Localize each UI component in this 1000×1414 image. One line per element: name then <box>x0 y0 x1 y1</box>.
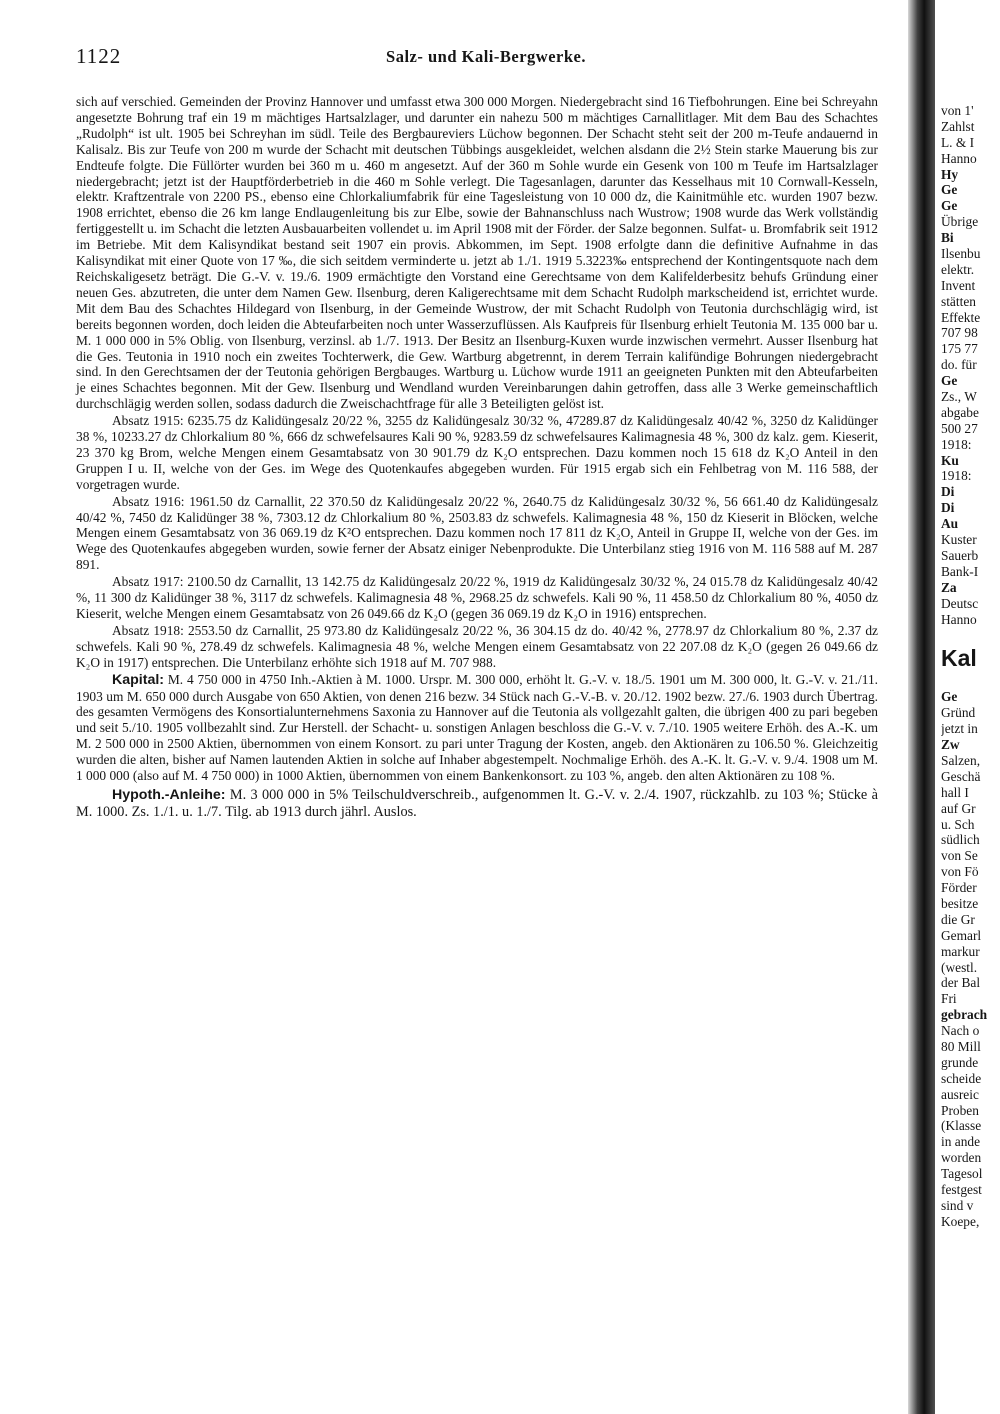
adjacent-page-line: Förder <box>941 880 977 896</box>
adjacent-page-fragment <box>941 103 1000 1230</box>
adjacent-page-line: Nach o <box>941 1023 980 1039</box>
adjacent-page-line: 80 Mill <box>941 1038 981 1054</box>
adjacent-page-line: Ku <box>941 452 959 468</box>
adjacent-page-line: Di <box>941 500 955 516</box>
paragraph-absatz-1918: Absatz 1918: 2553.50 dz Carnallit, 25 973.80 dz Kalidüngesalz 20/22 %, 36 304.15 dz do. 40/42 %, 2778.97 dz Chlorkalium 80 %, 2.37 dz schwefels. Kali 90 %, 278.49 dz schwefels. Kalimagnesia 48 %, welche Mengen einem Gesamtabsatz von 22 207.08 dz K₂O (gegen 26 049.66 dz K₂O in 1917) entsprechen. Die Unterbilanz erhöhte sich 1918 auf M. 707 988. <box>76 622 878 670</box>
adjacent-page-line: Deutsc <box>941 595 979 611</box>
adjacent-page-line: Tagesol <box>941 1166 983 1182</box>
adjacent-page-line: der Bal <box>941 975 981 991</box>
adjacent-page-line: auf Gr <box>941 800 976 816</box>
adjacent-page-line: Zahlst <box>941 118 975 134</box>
adjacent-page-line: Übrige <box>941 214 979 230</box>
adjacent-page-line: Geschä <box>941 768 981 784</box>
adjacent-page-line: Bank-I <box>941 563 979 579</box>
adjacent-page-line: 1918: <box>941 468 972 484</box>
adjacent-page-line: 175 77 <box>941 341 978 357</box>
adjacent-page-line: ausreic <box>941 1086 979 1102</box>
adjacent-page-line: Proben <box>941 1102 979 1118</box>
adjacent-page-line: von 1' <box>941 103 974 118</box>
adjacent-page-line: von Se <box>941 848 978 864</box>
adjacent-page-line: Kuster <box>941 532 977 548</box>
adjacent-page-line: gebrach <box>941 1007 988 1023</box>
adjacent-page-line: besitze <box>941 895 979 911</box>
adjacent-page-bottom-lines <box>941 689 1000 1229</box>
adjacent-page-line: scheide <box>941 1070 982 1086</box>
paragraph-absatz-1916: Absatz 1916: 1961.50 dz Carnallit, 22 370.50 dz Kalidüngesalz 20/22 %, 2640.75 dz Kalidüngesalz 30/32 %, 56 661.40 dz Kalidüngesalz 40/42 %, 7450 dz Kalidünger 38 %, 7303.12 dz Chlorkalium 80 %, 2503.83 dz schwefels. Kalimagnesia 48 %, 150 dz Kieserit in Blöcken, welche Mengen einem Gesamtabsatz von 36 069.19 dz K²O entsprechen. Dazu kommen noch 17 811 dz K₂O, Anteil in Gruppe II, welche von der Ges. im Wege des Quotenkaufes abgegeben wurden, sowie ferner der Absatz einiger Nebenprodukte. Die Unterbilanz stieg 1916 von M. 116 588 auf M. 287 891. <box>76 493 878 573</box>
adjacent-page-line: grunde <box>941 1054 979 1070</box>
adjacent-page-line: Bi <box>941 230 954 246</box>
adjacent-page-line: Au <box>941 516 959 532</box>
adjacent-page-line: Ge <box>941 373 958 389</box>
adjacent-page-line: Effekte <box>941 309 981 325</box>
adjacent-page-line: markur <box>941 943 980 959</box>
adjacent-page-line: Di <box>941 484 955 500</box>
adjacent-page-top-lines <box>941 103 1000 627</box>
paragraph-kapital <box>76 672 878 784</box>
adjacent-page-line: Fri <box>941 991 957 1007</box>
adjacent-page-line: 500 27 <box>941 420 978 436</box>
adjacent-page-line: u. Sch <box>941 816 975 832</box>
adjacent-page-line: Sauerb <box>941 547 979 563</box>
adjacent-page-line: Gemarl <box>941 927 982 943</box>
adjacent-page-line: Zw <box>941 737 960 753</box>
adjacent-page-line: elektr. <box>941 261 975 277</box>
adjacent-page-line: Hanno <box>941 611 977 627</box>
adjacent-page-line: in ande <box>941 1134 981 1150</box>
adjacent-page-line: 1918: <box>941 436 972 452</box>
adjacent-page-line: von Fö <box>941 864 979 880</box>
adjacent-page-line: die Gr <box>941 911 975 927</box>
adjacent-page-line: hall I <box>941 784 969 800</box>
adjacent-page-line: Gründ <box>941 705 976 721</box>
main-text-column <box>76 94 878 821</box>
adjacent-page-line: Zs., W <box>941 389 977 405</box>
adjacent-page-line: Salzen, <box>941 752 981 768</box>
page-header <box>76 44 896 74</box>
kapital-text: M. 4 750 000 in 4750 Inh.-Aktien à M. 1000. Urspr. M. 300 000, erhöht lt. G.-V. v. 18./5. 1901 um M. 300 000, lt. G.-V. v. 21./11. 1903 um M. 650 000 durch Ausgabe von 650 Aktien, von denen 216 bezw. 34 Stück nach G.-V.-B. v. 20./12. 1902 bezw. 27./6. 1903 durch Übertrag. des gesamten Vermögens des Konsortialunternehmens Saxonia zu Hannover auf die Teutonia als vollgezahlt galten, die übrigen 400 zu pari begeben und seit 5./10. 1905 vollbezahlt sind. Zur Herstell. der Schacht- u. sonstigen Anlagen beschloss die G.-V. v. 7./10. 1905 weitere Erhöh. des A.-K. um M. 2 500 000 in 2500 Aktien, übernommen von einem Konsort. zu pari unter Tragung der Kosten, angeb. den Aktionären zu 106.50 %. Gleichzeitig wurden die alten, bisher auf Namen lautenden Aktien in solche auf Inhaber abgestempelt. Nochmalige Erhöh. des A.-K. lt. G.-V. v. 9./4. 1908 um M. 1 000 000 (also auf M. 4 750 000) in 1000 Aktien, übernommen von einem Bankenkonsort. zu 103 %, angeb. den alten Aktionären zu 108 %. <box>76 671 878 784</box>
page-number: 1122 <box>76 44 122 68</box>
adjacent-page-line: 707 98 <box>941 325 978 341</box>
adjacent-page-line: (Klasse <box>941 1118 982 1134</box>
adjacent-page-line: Ge <box>941 198 958 214</box>
adjacent-page-line: L. & I <box>941 134 975 150</box>
adjacent-page-line: do. für <box>941 357 977 373</box>
anleihe-label: Hypoth.-Anleihe: <box>112 786 226 803</box>
adjacent-page-line: abgabe <box>941 404 979 420</box>
adjacent-page-line: festgest <box>941 1182 982 1197</box>
paragraph-absatz-1917: Absatz 1917: 2100.50 dz Carnallit, 13 142.75 dz Kalidüngesalz 20/22 %, 1919 dz Kalidüngesalz 30/32 %, 24 015.78 dz Kalidüngesalz 40/42 %, 11 300 dz Kalidünger 38 %, 3117 dz schwefels. Kalimagnesia 48 %, 2968.25 dz schwefels. Kali 90 %, 11 458.50 dz Chlorkalium 80 %, 4050 dz Kieserit, welche Mengen einem Gesamtabsatz von 26 049.66 dz K₂O (gegen 36 069.19 dz K₂O in 1916) entsprechen. <box>76 574 878 621</box>
kapital-label: Kapital: <box>112 671 165 688</box>
adjacent-page-line: sind v <box>941 1197 974 1213</box>
adjacent-page-line: Za <box>941 579 957 595</box>
paragraph-company-description: sich auf verschied. Gemeinden der Provinz Hannover und umfasst etwa 300 000 Morgen. Niedergebracht sind 16 Tiefbohrungen. Eine bei Schreyahn angesetzte Bohrung traf ein 19 m mächtiges Hartsalzlager, und darunter ein nahezu 500 m mächtiges Carnallitlager. Mit dem Bau des Schachtes „Rudolph“ ist ult. 1905 bei Schreyhan im südl. Teile des Bergbaureviers Lüchow begonnen. Der Schacht steht seit der 200 m-Teufe andauernd in Kalisalz. Bis zur Teufe von 200 m wurde der Schacht mit deutschen Tübbings ausgekleidet, welchen alsdann die 2½ Stein starke Mauerung bis zur Endteufe folgte. Die Füllörter wurden bei 360 m u. 460 m angesetzt. Auf der 360 m Sohle wurde ein Gesenk von 100 m Teufe im Hartsalzlager niedergebracht; jetzt ist der Hauptförderbetrieb in die 460 m Sohle verlegt. Die Tagesanlagen, darunter das Kesselhaus mit 10 Cornwall-Kesseln, elektr. Kraftzentrale von 2200 PS., ebenso eine Chlorkaliumfabrik für eine Tagesleistung von 10 000 dz, die Kainitmühle etc. wurden 1907 bezw. 1908 errichtet, ebenso die 26 km lange Endlaugenleitung bis zur Elbe, sowie der Bahnanschluss nach Wustrow; 1908 wurde das Werk vollständig fertiggestellt u. im Schacht die letzten Ausbauarbeiten vollendet u. im April 1908 mit der Förder. der Salze begonnen. Sulfat- u. Bromfabrik seit 1912 im Betriebe. Mit dem Kalisyndikat bestand seit 1907 ein provis. Abkommen, im Sept. 1908 erfolgte dann die definitive Aufnahme in das Kalisyndikat mit einer Quote von 17 ‰, die sich seitdem verminderte u. jetzt ab 1./1. 1919 5.3223‰ entsprechend der Kontingentsquote nach dem Reichskaligesetz beträgt. Die G.-V. v. 19./6. 1909 ermächtigte den Vorstand eine Gerechtsame von dem Kalifelderbesitz behufs Gründung einer neuen Ges. abzutreten, die unter dem Namen Gew. Ilsenburg, deren Kaligerechtsame mit dem Schacht Rudolph markscheidend ist, errichtet wurde. Mit dem Bau des Schachtes Hildegard von Ilsenburg, in der Gemeinde Wustrow, der mit Schacht Rudolph von Teutonia durchschlägig wird, ist bereits begonnen worden, doch leiden die Abteufarbeiten noch unter Wasserzuflüssen. Als Kaufpreis für Ilsenburg erhielt Teutonia M. 135 000 bar u. M. 1 000 000 in 5% Oblig. von Ilsenburg, verzinsl. ab 1./7. 1913. Der Besitz an Ilsenburg-Kuxen wurde inzwischen vermehrt. Ausser Ilsenburg hat die Ges. Teutonia in 1910 noch ein zweites Tochterwerk, die Gew. Wartburg abgetrennt, in derem Terrain kalifündige Bohrungen niedergebracht sind. In den Gerechtsamen der der Teutonia gehörigen Bergbauges. Wartburg u. Lüchow wurde 1911 an geeigneten Punkten mit den Abteufarbeiten je eines Schachtes begonnen. Mit der Gew. Ilsenburg und Wendland wurden Vereinbarungen dahin getroffen, dass alle 3 Werke gemeinschaftlich durchschlägig werden sollen, sodass dadurch die Zweischachtfrage für alle 3 Beteiligten gelöst ist. <box>76 94 878 412</box>
adjacent-page-line: Ilsenbu <box>941 246 981 262</box>
adjacent-page-line: worden <box>941 1150 982 1166</box>
adjacent-page-line: Koepe, <box>941 1213 980 1229</box>
paragraph-absatz-1915: Absatz 1915: 6235.75 dz Kalidüngesalz 20/22 %, 3255 dz Kalidüngesalz 30/32 %, 47289.87 dz Kalidüngesalz 40/42 %, 3250 dz Kalidünger 38 %, 10233.27 dz Chlorkalium 80 %, 666 dz schwefelsaures Kali 90 %, 9283.59 dz schwefelsaures Kalimagnesia 48 %, 300 dz kalz. gem. Kieserit, 23 370 kg Brom, welche Mengen einem Gesamtabsatz von 30 901.79 dz K₂O entsprechen. Dazu kommen noch 15 618 dz K₂O Anteil in den Gruppen I u. II, welche von der Ges. im Wege des Quotenkaufes abgegeben wurden. Für 1915 ergab sich ein Fehlbetrag von M. 116 588, der vorgetragen wurde. <box>76 413 878 492</box>
book-gutter-shadow <box>908 0 935 1414</box>
adjacent-page-line: stätten <box>941 293 976 309</box>
adjacent-page-line: Hanno <box>941 150 977 166</box>
anleihe-text: M. 3 000 000 in 5% Teilschuldverschreib., aufgenommen lt. G.-V. v. 2./4. 1907, rückzahlb. zu 103 %; Stücke à M. 1000. Zs. 1./1. u. 1./7. Tilg. ab 1913 durch jährl. Auslos. <box>76 786 878 820</box>
running-title: Salz- und Kali-Bergwerke. <box>386 47 586 66</box>
adjacent-section-heading: Kal <box>941 645 977 672</box>
adjacent-page-line: Ge <box>941 689 958 705</box>
adjacent-page-line: Hy <box>941 166 959 182</box>
adjacent-page-line: südlich <box>941 832 980 848</box>
adjacent-page-line: Ge <box>941 182 958 198</box>
adjacent-page-line: (westl. <box>941 959 978 975</box>
adjacent-page-line: Invent <box>941 277 976 293</box>
paragraph-hypoth-anleihe <box>76 787 878 821</box>
adjacent-page-line: jetzt in <box>941 721 978 737</box>
